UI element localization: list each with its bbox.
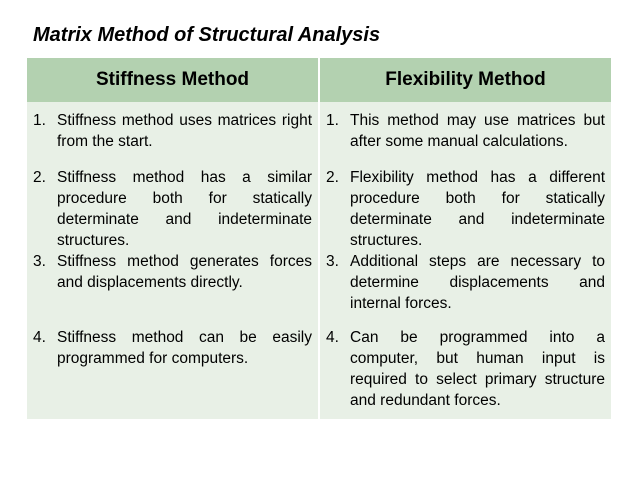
flexibility-text: Can be programmed into a computer, but human input is required to select primary structure and redundant forces. xyxy=(350,329,605,409)
comparison-table xyxy=(27,58,611,419)
item-number: 2. xyxy=(33,169,46,186)
header-flexibility-method: Flexibility Method xyxy=(319,58,611,102)
stiffness-text: Stiffness method uses matrices right from the start. xyxy=(57,112,312,150)
stiffness-text: Stiffness method generates forces and displacements directly. xyxy=(57,253,312,291)
flexibility-text: This method may use matrices but after some manual calculations. xyxy=(350,112,605,150)
header-stiffness-method: Stiffness Method xyxy=(27,58,319,102)
item-number: 2. xyxy=(326,169,339,186)
list-item xyxy=(27,110,318,152)
flexibility-text: Flexibility method has a different procedure both for statically determinate and indeterminate structures. xyxy=(350,169,605,249)
list-item xyxy=(27,251,318,293)
table-row xyxy=(27,327,611,419)
flexibility-cell xyxy=(319,102,611,167)
item-number: 4. xyxy=(33,329,46,346)
flexibility-text: Additional steps are necessary to determine displacements and internal forces. xyxy=(350,253,605,312)
item-number: 1. xyxy=(326,112,339,129)
item-number: 1. xyxy=(33,112,46,129)
list-item xyxy=(320,251,611,314)
list-item xyxy=(27,327,318,369)
table-row xyxy=(27,102,611,167)
flexibility-cell xyxy=(319,327,611,419)
stiffness-text: Stiffness method can be easily programmed for computers. xyxy=(57,329,312,367)
table-header-row xyxy=(27,58,611,102)
list-item xyxy=(320,167,611,251)
stiffness-cell xyxy=(27,167,319,251)
flexibility-cell xyxy=(319,167,611,251)
item-number: 3. xyxy=(326,253,339,270)
list-item xyxy=(27,167,318,251)
list-item xyxy=(320,327,611,411)
slide-title: Matrix Method of Structural Analysis xyxy=(33,24,381,46)
stiffness-cell xyxy=(27,102,319,167)
stiffness-cell xyxy=(27,251,319,327)
table-row xyxy=(27,167,611,251)
item-number: 4. xyxy=(326,329,339,346)
flexibility-cell xyxy=(319,251,611,327)
table-row xyxy=(27,251,611,327)
item-number: 3. xyxy=(33,253,46,270)
stiffness-cell xyxy=(27,327,319,419)
list-item xyxy=(320,110,611,152)
stiffness-text: Stiffness method has a similar procedure both for statically determinate and indeterminate structures. xyxy=(57,169,312,249)
